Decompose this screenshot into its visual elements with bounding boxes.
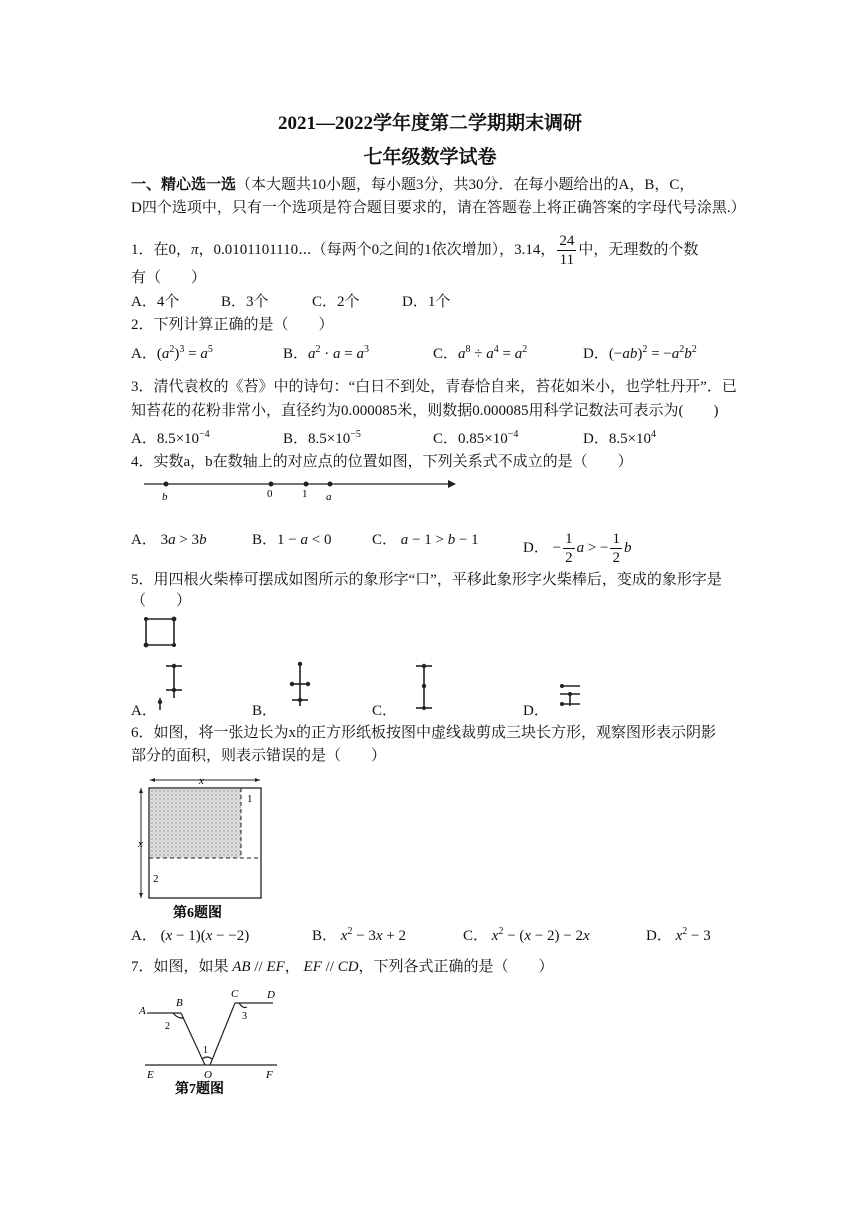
- q1-stem-c: 中，无理数的个数: [578, 241, 699, 258]
- q2-option-c: C．$a^8 \div a^4 = a^2$: [433, 344, 528, 362]
- q5-option-d-figure: [556, 680, 586, 710]
- question-6-line2: 部分的面积，则表示错误的是（ ）: [131, 748, 387, 764]
- svg-text:B: B: [176, 997, 183, 1009]
- section-instr-1: （本大题共10小题，每小题3分，共30分．在每小题给出的A，B，C，: [236, 177, 695, 193]
- q6-option-b: B． $x^2 - 3x + 2$: [312, 926, 407, 944]
- q5-option-c-figure: [410, 662, 440, 712]
- square-cut-figure: [135, 770, 275, 922]
- q3-option-b: B．$8.5\times 10^{-5}$: [283, 429, 361, 447]
- svg-text:E: E: [147, 1069, 154, 1081]
- svg-text:a: a: [326, 491, 332, 503]
- question-3-line1: 3．清代袁枚的《苔》中的诗句：“白日不到处，青春恰自来，苔花如米小，也学牡丹开”．已: [131, 379, 737, 395]
- q1-option-c: C．2个: [312, 294, 360, 310]
- point-1: [304, 482, 309, 487]
- q5-option-c: C．: [372, 703, 398, 719]
- parallel-lines-figure: [135, 985, 295, 1100]
- svg-text:O: O: [204, 1069, 212, 1081]
- question-5-line2: （ ）: [131, 593, 192, 609]
- exam-subtitle: 七年级数学试卷: [363, 147, 497, 168]
- section-instr-2: D四个选项中，只有一个选项是符合题目要求的，请在答题卷上将正确答案的字母代号涂黑.）: [131, 200, 746, 216]
- q1-stem-a: 1．在0，: [131, 241, 192, 258]
- question-1: [131, 232, 698, 269]
- q5-option-b: B．: [252, 703, 278, 719]
- q4-option-c: C． a − 1 > b − 1: [372, 532, 479, 548]
- q5-option-d: D．: [523, 703, 549, 719]
- q1-option-d: D．1个: [402, 294, 451, 310]
- q2-option-a: A．$(a^2)^3 = a^5$: [131, 344, 213, 362]
- q3-option-c: C．$0.85\times 10^{-4}$: [433, 429, 519, 447]
- svg-text:F: F: [266, 1069, 273, 1081]
- svg-text:第7题图: 第7题图: [175, 1082, 224, 1097]
- svg-text:b: b: [162, 491, 168, 503]
- q4-option-a: A． 3a > 3b: [131, 532, 207, 548]
- q2-option-d: D．$(-ab)^2 = -a^2b^2$: [583, 344, 697, 362]
- q3-option-a: A．$8.5\times 10^{-4}$: [131, 429, 210, 447]
- svg-text:1: 1: [247, 793, 253, 805]
- q1-pi: π: [191, 241, 199, 258]
- point-0: [269, 482, 274, 487]
- q6-option-c: C． $x^2 - (x - 2) - 2x$: [463, 926, 590, 944]
- q6-option-d: D． $x^2 - 3$: [646, 926, 711, 944]
- q1-stem-d: 有（ ）: [131, 270, 207, 286]
- svg-text:0: 0: [267, 488, 273, 500]
- q6-option-a: A． (x − 1)(x − −2): [131, 928, 250, 944]
- question-7: 7．如图，如果 AB // EF， EF // CD，下列各式正确的是（ ）: [131, 959, 554, 975]
- svg-text:x: x: [199, 775, 204, 787]
- q3-option-d: D．$8.5\times 10^4$: [583, 429, 657, 447]
- q5-option-a-figure: [152, 660, 188, 712]
- section-heading: 一、精心选一选: [131, 177, 237, 193]
- svg-text:1: 1: [203, 1045, 208, 1056]
- svg-text:A: A: [139, 1005, 146, 1017]
- svg-text:x: x: [138, 838, 143, 850]
- svg-text:第6题图: 第6题图: [173, 906, 222, 921]
- q5-option-b-figure: [286, 660, 316, 710]
- question-5-line1: 5．用四根火柴棒可摆成如图所示的象形字“口”，平移此象形字火柴棒后，变成的象形字是: [131, 572, 722, 588]
- number-line-figure: [140, 474, 460, 504]
- q1-stem-b: ，0.0101101110⋯（每两个0之间的1依次增加），3.14，: [198, 241, 556, 258]
- q1-option-b: B．3个: [221, 294, 269, 310]
- q5-option-a: A．: [131, 703, 157, 719]
- point-b: [164, 482, 169, 487]
- question-4: 4．实数a，b在数轴上的对应点的位置如图，下列关系式不成立的是（ ）: [131, 454, 633, 470]
- svg-text:C: C: [231, 988, 239, 1000]
- exam-title: 2021—2022学年度第二学期期末调研: [277, 113, 582, 134]
- question-6-line1: 6．如图，将一张边长为x的正方形纸板按图中虚线裁剪成三块长方形，观察图形表示阴影: [131, 725, 717, 741]
- q1-option-a: A．4个: [131, 294, 180, 310]
- q1-fraction: $\frac{24}{11}$: [559, 233, 575, 268]
- svg-text:3: 3: [242, 1011, 247, 1022]
- q2-option-b: B．$a^2 \cdot a = a^3$: [283, 344, 369, 362]
- point-a: [328, 482, 333, 487]
- svg-text:2: 2: [165, 1021, 170, 1032]
- svg-text:1: 1: [302, 488, 308, 500]
- q4-option-b: B．1 − a < 0: [252, 532, 332, 548]
- section-instructions: [131, 175, 694, 195]
- svg-text:D: D: [267, 989, 275, 1001]
- question-3-line2: 知苔花的花粉非常小，直径约为0.000085米，则数据0.000085用科学记数法可表示为( ): [131, 403, 719, 419]
- question-2: 2．下列计算正确的是（ ）: [131, 317, 334, 333]
- q4-option-d: D． − $\frac{1}{2}$ a > − $\frac{1}{2}$ b: [523, 531, 632, 566]
- svg-text:2: 2: [153, 873, 159, 885]
- matchstick-square-figure: [140, 614, 184, 654]
